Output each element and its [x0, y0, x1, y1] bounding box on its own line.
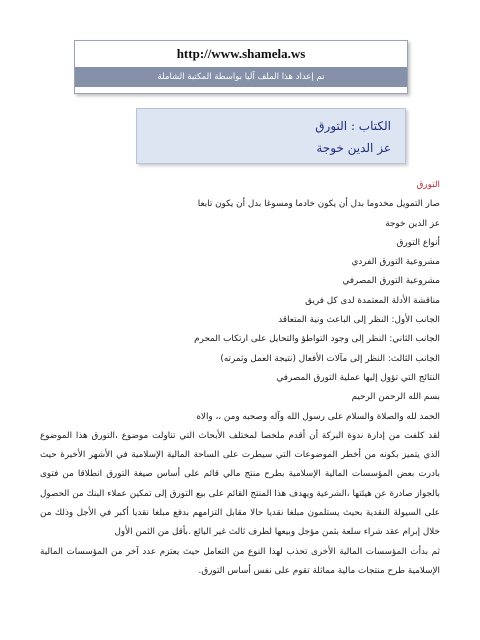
text-line: بسم الله الرحمن الرحيم — [351, 392, 440, 403]
book-title-box — [136, 108, 406, 164]
body-paragraph: لقد كلفت من إدارة ندوة البركة أن أقدم ملخصا لمختلف الأبحاث التي تناولت موضوع ،التورق هذا الموضوع الذي يتميز بكونه من أخطر الموضوعات التي سيطرت على الساحة المالية الإسلامية في الأشهر الأخيرة حيث بادرت بعض المؤسسات المالية الإسلامية بطرح منتج مالي قائم على أساس صيغة التورق انطلاقا من فتوى بالجواز صادرة عن هيئتها ،الشرعية ويهدف هذا المنتج القائم على بيع التورق إلى تمكين عملاء البنك من الحصول على السيولة النقدية بحيث يستلمون مبلغا نقديا حالا مقابل التزامهم بدفع مبلغا نقديا أكبر في الأجل وذلك من خلال إبرام عقد شراء سلعة بثمن مؤجل وبيعها لطرف ثالث غير البائع .بأقل من الثمن الأول — [40, 430, 440, 538]
text-line: النتائج التي تؤول إليها عملية التورق المصرفي — [276, 372, 440, 383]
text-line: الحمد لله والصلاة والسلام على رسول الله وآله وصحبه ومن ،، والاه — [196, 411, 440, 422]
site-header-box — [74, 40, 408, 94]
text-line: مشروعية التورق المصرفي — [342, 276, 440, 287]
body-paragraph: ثم بدأت المؤسسات المالية الأخرى تحذب لهذا النوع من التعامل حيث يعتزم عدد آخر من المؤسسات المالية الإسلامية طرح منتجات مالية مماثلة تقوم على نفس أساس التورق. — [40, 546, 440, 576]
site-url[interactable]: http://www.shamela.ws — [176, 46, 306, 61]
text-line: صار التمويل مخدوما بدل أن يكون خادما ومسوغا بدل أن يكون تابعا — [197, 199, 440, 210]
book-title: الكتاب : التورق — [315, 119, 391, 133]
book-author: عز الدين خوجة — [316, 141, 391, 155]
text-line: الجانب الثاني: النظر إلى وجود التواطؤ والتحايل على ارتكاب المحرم — [194, 334, 440, 345]
text-line: عز الدين خوجة — [385, 218, 440, 229]
text-line: مشروعية التورق الفردي — [351, 257, 440, 268]
text-line: الجانب الثالث: النظر إلى مآلات الأفعال (نتيجة العمل وثمرته) — [220, 353, 440, 364]
text-line: أنواع التورق — [396, 237, 440, 248]
text-line: مناقشة الأدلة المعتمدة لدى كل فريق — [305, 295, 440, 306]
section-title: التورق — [416, 180, 440, 190]
header-subtitle: تم إعداد هذا الملف آليا بواسطة المكتبة الشاملة — [75, 67, 407, 87]
document-body — [40, 176, 440, 581]
text-line: الجانب الأول: النظر إلى الباعث ونية المتعاقد — [278, 315, 440, 326]
